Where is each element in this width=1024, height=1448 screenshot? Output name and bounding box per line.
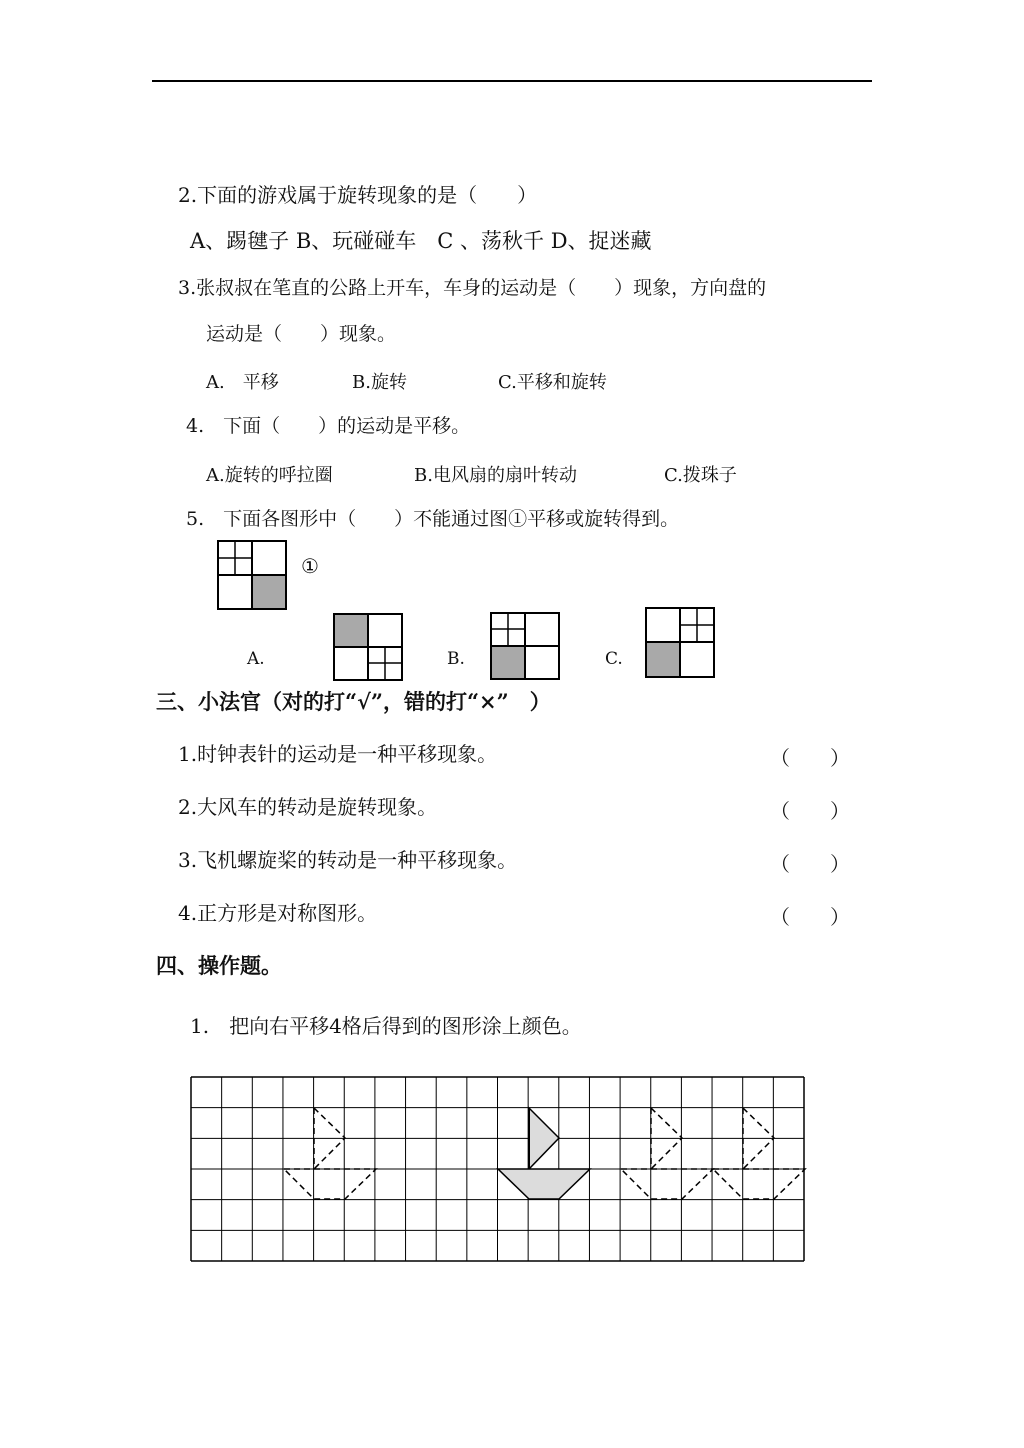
judge-answer-4: （ ） [770, 905, 850, 929]
judge-item-3: 3.飞机螺旋桨的转动是一种平移现象。 [178, 848, 518, 872]
q3-option-b: B.旋转 [352, 372, 407, 393]
q3-option-a: A. 平移 [206, 372, 279, 393]
judge-answer-1: （ ） [770, 746, 850, 770]
figure-option-a [334, 614, 402, 680]
operation-q1: 1. 把向右平移4格后得到的图形涂上颜色。 [190, 1014, 582, 1038]
q3-option-c: C.平移和旋转 [498, 372, 607, 393]
boat-dashed-1 [284, 1108, 376, 1199]
figure-option-b [491, 613, 559, 679]
section3-title: 三、小法官（对的打“√”，错的打“×” ） [156, 689, 551, 714]
judge-item-2: 2.大风车的转动是旋转现象。 [178, 795, 438, 819]
judge-item-1: 1.时钟表针的运动是一种平移现象。 [178, 742, 498, 766]
q2-options: A、踢毽子 B、玩碰碰车 C 、荡秋千 D、捉迷藏 [190, 229, 652, 253]
q5-option-b: B. [447, 649, 465, 669]
q4-option-a: A.旋转的呼拉圈 [206, 465, 333, 486]
judge-answer-3: （ ） [770, 852, 850, 876]
q2-stem: 2.下面的游戏属于旋转现象的是（ ） [178, 183, 538, 207]
boat-dashed-3 [713, 1108, 805, 1199]
q5-figure-label: ① [301, 554, 319, 578]
q5-option-a: A. [247, 649, 265, 669]
q3-stem-line1: 3.张叔叔在笔直的公路上开车，车身的运动是（ ）现象，方向盘的 [178, 277, 767, 299]
q3-stem-line2: 运动是（ ）现象。 [206, 323, 397, 345]
q5-stem: 5. 下面各图形中（ ）不能通过图①平移或旋转得到。 [186, 508, 680, 530]
judge-item-4: 4.正方形是对称图形。 [178, 901, 378, 925]
boat-original [498, 1108, 590, 1199]
figure-option-c [646, 608, 714, 677]
q4-option-b: B.电风扇的扇叶转动 [414, 465, 577, 486]
section4-title: 四、操作题。 [156, 953, 282, 978]
q4-option-c: C.拨珠子 [664, 465, 737, 486]
q5-option-c: C. [605, 649, 623, 669]
q4-stem: 4. 下面（ ）的运动是平移。 [186, 415, 471, 437]
judge-answer-2: （ ） [770, 799, 850, 823]
figure-1 [218, 541, 286, 609]
boat-dashed-2 [621, 1108, 713, 1199]
